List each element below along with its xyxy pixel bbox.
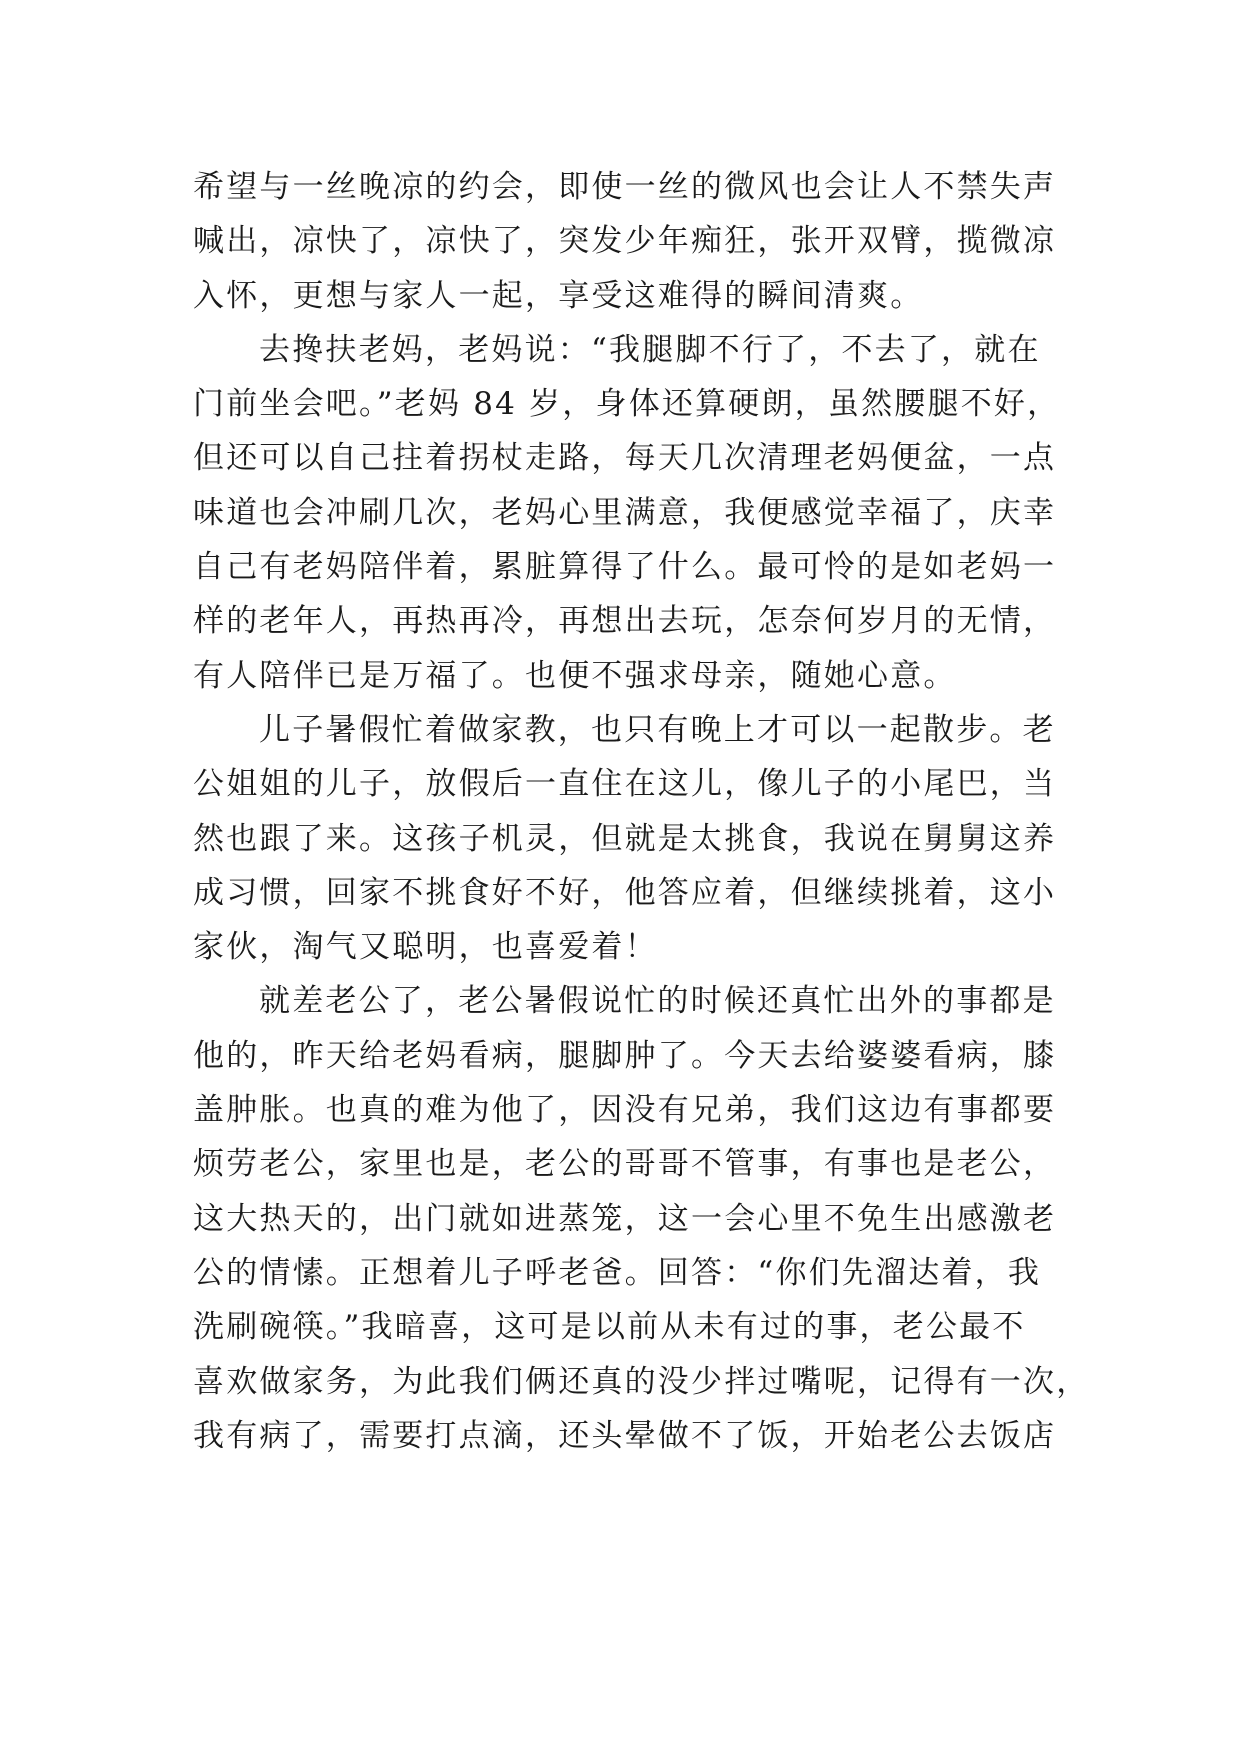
text-line: 门前坐会吧。”老妈 84 岁，身体还算硬朗，虽然腰腿不好，: [193, 386, 1061, 423]
text-line: 这大热天的，出门就如进蒸笼，这一会心里不免生出感激老: [193, 1200, 1057, 1237]
text-line: 烦劳老公，家里也是，老公的哥哥不管事，有事也是老公，: [193, 1146, 1057, 1183]
text-line: 希望与一丝晚凉的约会，即使一丝的微风也会让人不禁失声: [193, 169, 1057, 205]
text-line: 家伙，淘气又聪明，也喜爱着！: [193, 929, 658, 966]
text-line: 样的老年人，再热再冷，再想出去玩，怎奈何岁月的无情，: [193, 603, 1057, 640]
text-line: 入怀，更想与家人一起，享受这难得的瞬间清爽。: [193, 277, 924, 314]
text-line: 我有病了，需要打点滴，还头晕做不了饭，开始老公去饭店: [193, 1417, 1057, 1454]
paragraph-start-line: 去搀扶老妈，老妈说：“我腿脚不行了，不去了，就在: [259, 331, 1041, 368]
text-line: 公的情愫。正想着儿子呼老爸。回答：“你们先溜达着，我: [193, 1254, 1042, 1291]
text-line: 有人陪伴已是万福了。也便不强求母亲，随她心意。: [193, 657, 957, 694]
text-line: 喜欢做家务，为此我们俩还真的没少拌过嘴呢，记得有一次，: [193, 1363, 1090, 1400]
text-line: 自己有老妈陪伴着，累脏算得了什么。最可怜的是如老妈一: [193, 549, 1057, 586]
paragraph-start-line: 就差老公了，老公暑假说忙的时候还真忙出外的事都是: [259, 983, 1056, 1020]
text-line: 但还可以自己拄着拐杖走路，每天几次清理老妈便盆，一点: [193, 440, 1057, 477]
text-line: 味道也会冲刷几次，老妈心里满意，我便感觉幸福了，庆幸: [193, 494, 1057, 531]
text-line: 公姐姐的儿子，放假后一直住在这儿，像儿子的小尾巴，当: [193, 766, 1057, 803]
text-line: 他的，昨天给老妈看病，腿脚肿了。今天去给婆婆看病，膝: [193, 1037, 1057, 1074]
text-line: 盖肿胀。也真的难为他了，因没有兄弟，我们这边有事都要: [193, 1092, 1057, 1129]
body-text: [193, 160, 1090, 1463]
paragraph-start-line: 儿子暑假忙着做家教，也只有晚上才可以一起散步。老: [259, 711, 1056, 748]
text-line: 洗刷碗筷。”我暗喜，这可是以前从未有过的事，老公最不: [193, 1309, 1026, 1346]
text-line: 喊出，凉快了，凉快了，突发少年痴狂，张开双臂，揽微凉: [193, 223, 1057, 260]
text-line: 成习惯，回家不挑食好不好，他答应着，但继续挑着，这小: [193, 874, 1057, 911]
text-line: 然也跟了来。这孩子机灵，但就是太挑食，我说在舅舅这养: [193, 820, 1057, 857]
